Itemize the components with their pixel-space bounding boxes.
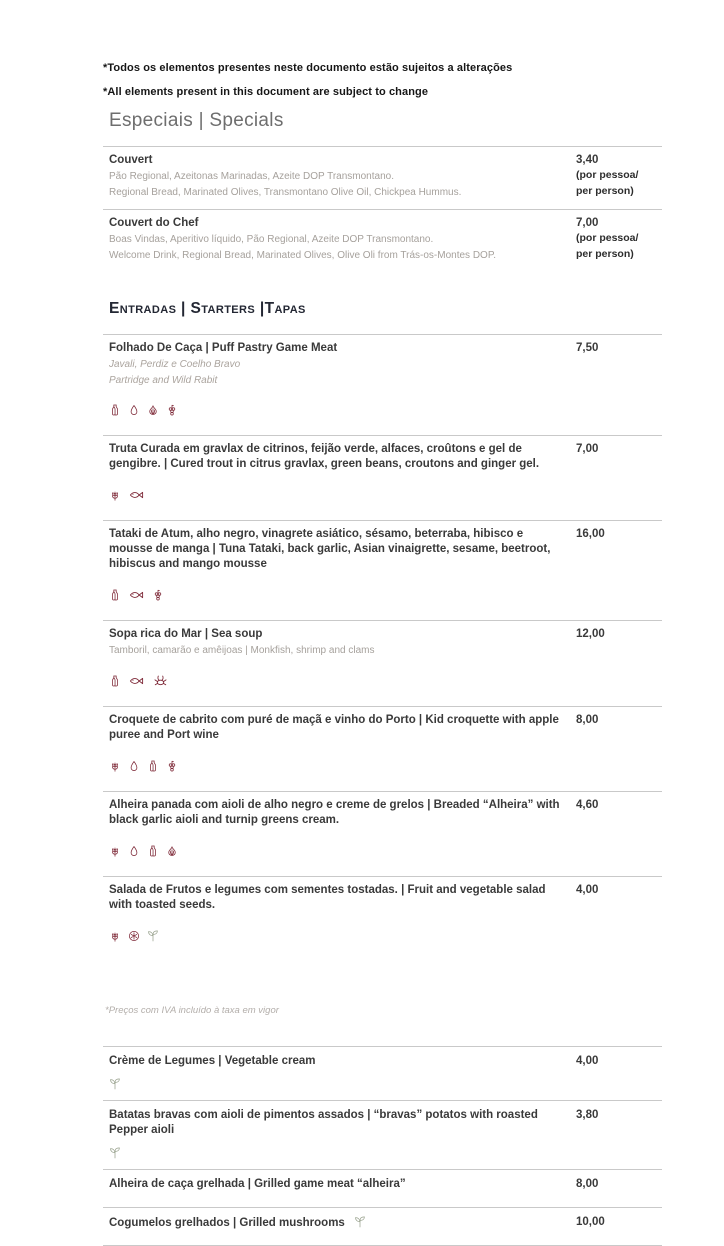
item-main: [109, 1054, 576, 1092]
item-price: 7,50: [576, 342, 599, 354]
item-description: Boas Vindas, Aperitivo líquido, Pão Regional, Azeite DOP Transmontano.: [109, 234, 434, 245]
item-price: 4,60: [576, 798, 599, 811]
disclaimer-pt: *Todos os elementos presentes neste documento estão sujeitos a alterações: [103, 62, 513, 74]
fish-icon: [128, 488, 145, 502]
menu-item: [103, 209, 662, 272]
allergen-icons: [109, 843, 560, 858]
item-name: Tataki de Atum, alho negro, vinagrete asiático, sésamo, beterraba, hibisco e mousse de manga | Tuna Tataki, back garlic, Asian vinaigrette, sesame, beetroot, hibiscus and mango mousse: [109, 528, 551, 570]
item-name: Folhado De Caça | Puff Pastry Game Meat: [109, 342, 338, 354]
item-name: Sopa rica do Mar | Sea soup: [109, 628, 263, 640]
item-main: [109, 216, 576, 262]
menu-section-specials: [103, 110, 662, 272]
item-main: [109, 1108, 576, 1161]
vat-note: *Preços com IVA incluído à taxa em vigor: [105, 1004, 279, 1016]
item-main: [109, 883, 576, 951]
sulphites-icon: [166, 403, 178, 417]
item-description: Tamboril, camarão e amêijoas | Monkfish, shrimp and clams: [109, 645, 375, 656]
allergen-icons: [109, 1076, 560, 1091]
item-description: Regional Bread, Marinated Olives, Transmontano Olive Oil, Chickpea Hummus.: [109, 186, 462, 198]
egg-icon: [128, 844, 140, 858]
item-price-column: [576, 1108, 662, 1121]
price-note: (por pessoa/: [576, 232, 639, 244]
item-price: 8,00: [576, 713, 599, 726]
milk-icon: [147, 759, 159, 773]
menu-item: [103, 791, 662, 876]
item-price: 3,80: [576, 1108, 599, 1121]
leaf-icon: [147, 929, 159, 943]
item-name: Batatas bravas com aioli de pimentos assados | “bravas” potatos with roasted Pepper aioli: [109, 1108, 538, 1136]
milk-icon: [109, 588, 121, 602]
item-main: [109, 527, 576, 610]
section-title: Entradas | Starters |Tapas: [109, 300, 306, 317]
milk-icon: [147, 844, 159, 858]
garlic-icon: [166, 844, 178, 858]
price-note: per person): [576, 248, 634, 260]
menu-item: [103, 1100, 662, 1169]
item-price: 16,00: [576, 528, 605, 540]
section-end-rule: [103, 1245, 662, 1246]
leaf-icon: [109, 1146, 121, 1160]
menu-item: [103, 1046, 662, 1100]
item-description: Partridge and Wild Rabit: [109, 374, 218, 386]
item-description: Welcome Drink, Regional Bread, Marinated Olives, Olive Oli from Trás-os-Montes DOP.: [109, 249, 496, 261]
item-price-column: [576, 153, 662, 198]
gluten-icon: [109, 759, 121, 773]
item-name: Cogumelos grelhados | Grilled mushrooms: [109, 1215, 560, 1234]
item-price-column: [576, 1177, 662, 1190]
item-main: [109, 341, 576, 425]
item-price-column: [576, 527, 662, 540]
allergen-icons: [109, 1145, 560, 1160]
menu-section-more-starters: [103, 1046, 662, 1246]
egg-icon: [128, 403, 140, 417]
leaf-icon: [109, 1077, 121, 1091]
item-price: 8,00: [576, 1177, 599, 1190]
item-main: [109, 1215, 576, 1237]
item-price: 10,00: [576, 1215, 605, 1228]
allergen-icons: [109, 758, 560, 773]
nuts-icon: [128, 929, 140, 943]
fish-icon: [128, 588, 145, 602]
crustacean-icon: [152, 674, 169, 688]
item-price-column: [576, 341, 662, 354]
menu-item: [103, 435, 662, 520]
item-price: 7,00: [576, 217, 599, 229]
allergen-icons: [109, 587, 560, 602]
item-name: Couvert: [109, 154, 153, 166]
allergen-icons: [109, 402, 560, 417]
gluten-icon: [109, 488, 121, 502]
menu-item: [103, 334, 662, 435]
item-price-column: [576, 713, 662, 726]
item-price-column: [576, 1054, 662, 1067]
item-name: Salada de Frutos e legumes com sementes tostadas. | Fruit and vegetable salad with toasted seeds.: [109, 883, 546, 911]
allergen-icons: [109, 487, 560, 502]
egg-icon: [128, 759, 140, 773]
garlic-icon: [147, 403, 159, 417]
milk-icon: [109, 403, 121, 417]
item-price-column: [576, 883, 662, 896]
fish-icon: [128, 674, 145, 688]
sulphites-icon: [166, 759, 178, 773]
item-main: [109, 442, 576, 510]
item-description: Javali, Perdiz e Coelho Bravo: [109, 359, 241, 370]
allergen-icons: [109, 673, 560, 688]
milk-icon: [109, 674, 121, 688]
leaf-icon: [354, 1215, 366, 1229]
item-name: Crème de Legumes | Vegetable cream: [109, 1054, 316, 1067]
item-price: 4,00: [576, 1054, 599, 1067]
menu-item: [103, 706, 662, 791]
menu-item: [103, 876, 662, 961]
item-price-column: [576, 1215, 662, 1228]
menu-item: [103, 520, 662, 620]
item-main: [109, 153, 576, 199]
inline-allergen-icons: [354, 1215, 366, 1234]
sulphites-icon: [152, 588, 164, 602]
item-price-column: [576, 798, 662, 811]
disclaimer-en: *All elements present in this document are subject to change: [103, 86, 429, 98]
menu-item: [103, 1169, 662, 1207]
item-main: [109, 627, 576, 696]
item-price-column: [576, 627, 662, 640]
allergen-icons: [109, 928, 560, 943]
menu-item: [103, 146, 662, 209]
price-note: per person): [576, 185, 634, 197]
menu-sections: [103, 110, 662, 1246]
item-price: 3,40: [576, 154, 599, 166]
gluten-icon: [109, 844, 121, 858]
item-name: Alheira panada com aioli de alho negro e creme de grelos | Breaded “Alheira” with black garlic aioli and turnip greens cream.: [109, 798, 560, 826]
item-name: Croquete de cabrito com puré de maçã e vinho do Porto | Kid croquette with apple puree and Port wine: [109, 713, 559, 741]
menu-item: [103, 1207, 662, 1245]
gluten-icon: [109, 929, 121, 943]
section-title: Especiais | Specials: [109, 110, 284, 131]
item-main: [109, 798, 576, 866]
menu-item: [103, 620, 662, 706]
menu-section-starters: [103, 300, 662, 961]
item-name: Truta Curada em gravlax de citrinos, feijão verde, alfaces, croûtons e gel de gengibre. | Cured trout in citrus gravlax, green beans, croutons and ginger gel.: [109, 443, 540, 470]
item-price-column: [576, 442, 662, 455]
item-name: Alheira de caça grelhada | Grilled game meat “alheira”: [109, 1177, 406, 1190]
item-description: Pão Regional, Azeitonas Marinadas, Azeite DOP Transmontano.: [109, 171, 394, 182]
item-price: 12,00: [576, 628, 605, 640]
item-main: [109, 1177, 576, 1199]
price-note: (por pessoa/: [576, 169, 639, 181]
item-price: 4,00: [576, 883, 599, 896]
item-price-column: [576, 216, 662, 261]
item-price: 7,00: [576, 443, 599, 455]
item-name: Couvert do Chef: [109, 217, 199, 229]
item-main: [109, 713, 576, 781]
